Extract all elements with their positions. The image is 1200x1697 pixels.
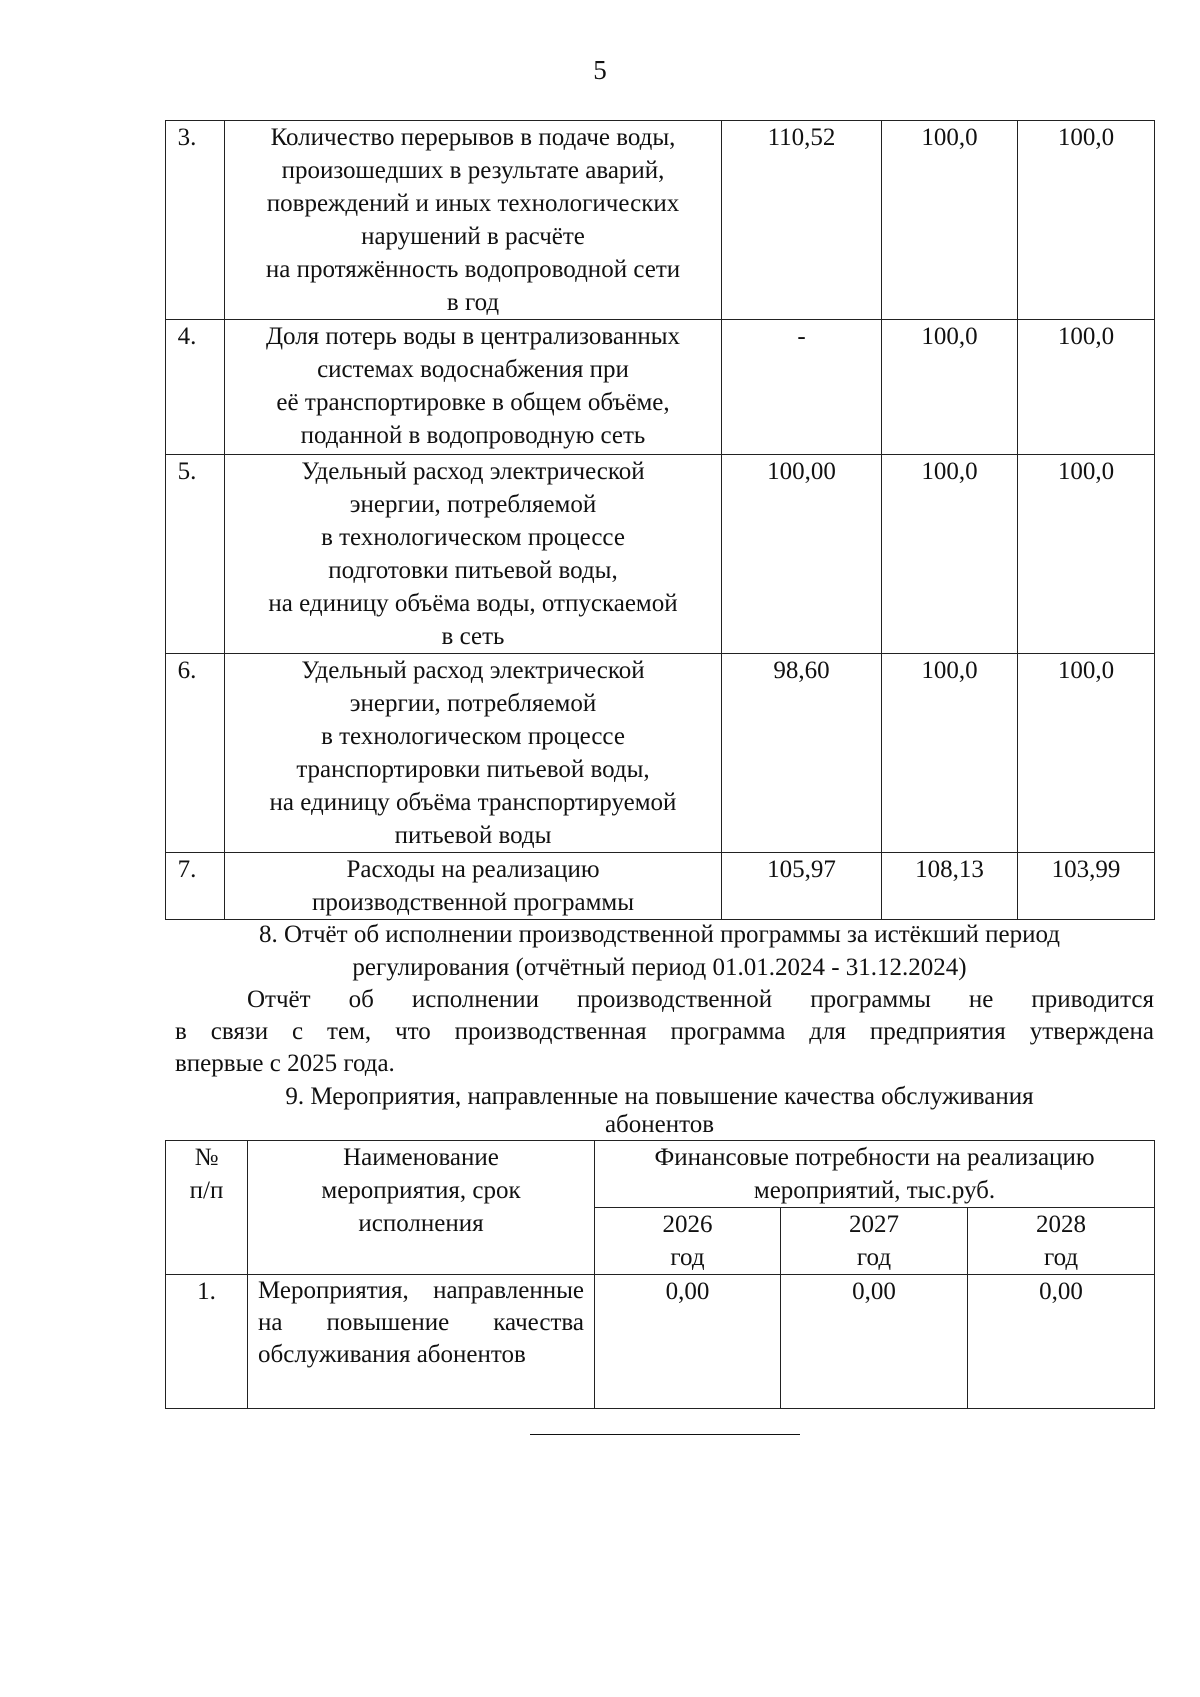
- row-number: 5.: [166, 455, 225, 654]
- table-row: [166, 121, 1155, 320]
- header-number: № п/п: [166, 1141, 248, 1275]
- value-cell: 105,97: [722, 853, 882, 920]
- value-cell: 0,00: [781, 1275, 968, 1409]
- row-number: 6.: [166, 654, 225, 853]
- header-year-2028: 2028 год: [968, 1208, 1155, 1275]
- table-row: [166, 455, 1155, 654]
- row-number: 3.: [166, 121, 225, 320]
- section9-heading-line1: 9. Мероприятия, направленные на повышение качества обслуживания: [285, 1083, 1034, 1110]
- indicator-description: Доля потерь воды в централизованных системах водоснабжения при её транспортировке в общем объёме, поданной в водопроводную сеть: [225, 320, 722, 455]
- value-cell: 100,0: [1018, 455, 1155, 654]
- section8-paragraph: Отчёт об исполнении производственной программы не приводится в связи с тем, что производственная программа для предприятия утверждена впервые с 2025 года.: [175, 986, 1154, 1077]
- indicator-description: Удельный расход электрической энергии, потребляемой в технологическом процессе подготовки питьевой воды, на единицу объёма воды, отпускаемой в сеть: [225, 455, 722, 654]
- table-row: [166, 1275, 1155, 1409]
- value-cell: 0,00: [595, 1275, 781, 1409]
- value-cell: 100,0: [1018, 320, 1155, 455]
- section9-heading-line2: абонентов: [604, 1111, 715, 1138]
- table-row: [166, 320, 1155, 455]
- measure-name: Мероприятия, направленные на повышение качества обслуживания абонентов: [248, 1275, 595, 1409]
- indicator-description: Удельный расход электрической энергии, потребляемой в технологическом процессе транспортировки питьевой воды, на единицу объёма транспортируемой питьевой воды: [225, 654, 722, 853]
- indicator-description: Расходы на реализацию производственной программы: [225, 853, 722, 920]
- value-cell: 100,0: [882, 121, 1018, 320]
- value-cell: 100,0: [1018, 121, 1155, 320]
- table-header-row: [166, 1141, 1155, 1208]
- value-cell: 100,0: [882, 654, 1018, 853]
- header-name: Наименование мероприятия, срок исполнения: [248, 1141, 595, 1275]
- value-cell: 0,00: [968, 1275, 1155, 1409]
- value-cell: 110,52: [722, 121, 882, 320]
- indicators-table: [165, 120, 1155, 920]
- end-rule: [530, 1434, 800, 1435]
- table-row: [166, 853, 1155, 920]
- header-finance: Финансовые потребности на реализацию мероприятий, тыс.руб.: [595, 1141, 1155, 1208]
- section8-heading-line1: 8. Отчёт об исполнении производственной программы за истёкший период: [259, 921, 1060, 948]
- value-cell: 100,0: [1018, 654, 1155, 853]
- measures-table: [165, 1140, 1155, 1409]
- value-cell: 108,13: [882, 853, 1018, 920]
- row-number: 7.: [166, 853, 225, 920]
- page-number: 5: [593, 55, 607, 85]
- section8-heading-line2: регулирования (отчётный период 01.01.2024 - 31.12.2024): [352, 954, 967, 981]
- row-number: 1.: [166, 1275, 248, 1409]
- value-cell: 100,0: [882, 320, 1018, 455]
- value-cell: 103,99: [1018, 853, 1155, 920]
- value-cell: 100,0: [882, 455, 1018, 654]
- header-year-2026: 2026 год: [595, 1208, 781, 1275]
- value-cell: 98,60: [722, 654, 882, 853]
- table-row: [166, 654, 1155, 853]
- header-year-2027: 2027 год: [781, 1208, 968, 1275]
- indicator-description: Количество перерывов в подаче воды, произошедших в результате аварий, повреждений и иных технологических нарушений в расчёте на протяжённость водопроводной сети в год: [225, 121, 722, 320]
- value-cell: -: [722, 320, 882, 455]
- value-cell: 100,00: [722, 455, 882, 654]
- row-number: 4.: [166, 320, 225, 455]
